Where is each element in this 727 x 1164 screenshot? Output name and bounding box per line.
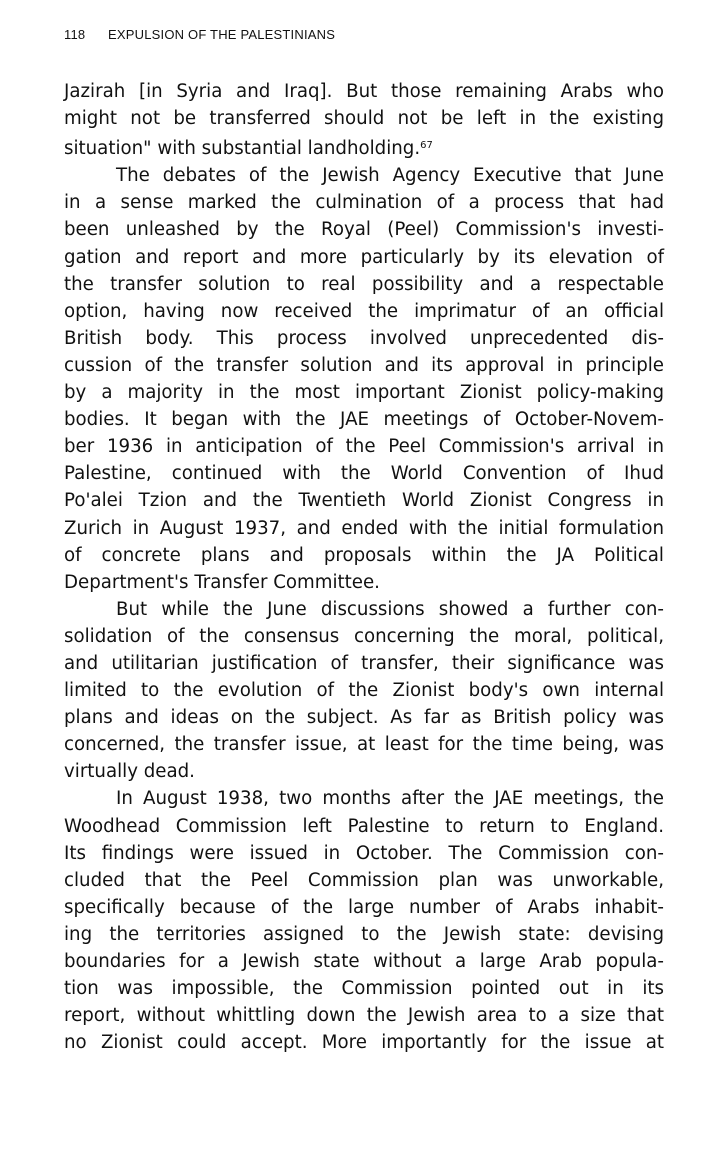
line-text: ber 1936 in anticipation of the Peel Commission's arrival in xyxy=(64,436,664,458)
text-line xyxy=(64,244,664,271)
text-line xyxy=(64,731,664,758)
line-text: the transfer solution to real possibility and a respectable xyxy=(64,273,664,295)
line-text: option, having now received the imprimatur of an official xyxy=(64,300,664,322)
text-line xyxy=(64,189,664,216)
line-text: gation and report and more particularly by its elevation of xyxy=(64,246,664,268)
text-line xyxy=(64,298,664,325)
line-text: Jazirah [in Syria and Iraq]. But those remaining Arabs who xyxy=(64,81,664,102)
text-line xyxy=(64,623,664,650)
text-line xyxy=(64,542,664,569)
line-text: no Zionist could accept. More importantly for the issue at xyxy=(64,1032,664,1054)
line-text: cluded that the Peel Commission plan was unworkable, xyxy=(64,869,664,891)
text-line xyxy=(64,379,664,406)
footnote-ref: 67 xyxy=(420,140,433,152)
line-text: In August 1938, two months after the JAE meetings, the xyxy=(116,788,664,810)
line-text: limited to the evolution of the Zionist body's own internal xyxy=(64,680,664,702)
text-line xyxy=(64,487,664,514)
running-header xyxy=(64,27,335,42)
line-text: virtually dead. xyxy=(64,761,195,783)
line-text: concerned, the transfer issue, at least for the time being, was xyxy=(64,734,664,756)
text-line xyxy=(64,132,664,162)
line-text: boundaries for a Jewish state without a large Arab popula- xyxy=(64,951,664,972)
text-line xyxy=(64,650,664,677)
line-text: Department's Transfer Committee. xyxy=(64,571,380,593)
line-text: might not be transferred should not be left in the existing xyxy=(64,108,664,130)
text-line xyxy=(64,515,664,542)
text-line xyxy=(64,406,664,433)
text-line xyxy=(64,569,664,596)
line-text: Palestine, continued with the World Convention of Ihud xyxy=(64,463,664,485)
line-text: bodies. It began with the JAE meetings of October-Novem- xyxy=(64,409,664,431)
text-line xyxy=(64,1002,664,1029)
text-line xyxy=(64,704,664,731)
line-text: report, without whittling down the Jewish area to a size that xyxy=(64,1005,664,1027)
line-text: But while the June discussions showed a further con- xyxy=(116,598,664,620)
text-line xyxy=(64,677,664,704)
text-line xyxy=(64,433,664,460)
text-line xyxy=(64,216,664,243)
line-text: plans and ideas on the subject. As far as British policy was xyxy=(64,707,664,729)
body-text xyxy=(64,78,664,1056)
line-text: Woodhead Commission left Palestine to return to England. xyxy=(64,815,664,837)
text-line xyxy=(64,460,664,487)
text-line xyxy=(64,948,664,975)
running-title: EXPULSION OF THE PALESTINIANS xyxy=(108,27,336,42)
line-text: and utilitarian justification of transfer, their significance was xyxy=(64,652,664,674)
text-line xyxy=(64,867,664,894)
text-line xyxy=(64,840,664,867)
text-line xyxy=(64,105,664,132)
text-line xyxy=(64,596,664,623)
line-text: been unleashed by the Royal (Peel) Commission's investi- xyxy=(64,219,664,241)
text-line xyxy=(64,813,664,840)
line-text: specifically because of the large number of Arabs inhabit- xyxy=(64,896,664,918)
line-text: solidation of the consensus concerning the moral, political, xyxy=(64,625,664,647)
text-line xyxy=(64,758,664,785)
line-text: Its findings were issued in October. The Commission con- xyxy=(64,842,664,864)
text-line xyxy=(64,894,664,921)
line-text: cussion of the transfer solution and its approval in principle xyxy=(64,354,664,376)
text-line xyxy=(64,78,664,105)
text-line xyxy=(64,325,664,352)
line-text: British body. This process involved unprecedented dis- xyxy=(64,327,664,349)
line-text: Po'alei Tzion and the Twentieth World Zionist Congress in xyxy=(64,490,664,512)
line-text: of concrete plans and proposals within the JA Political xyxy=(64,544,664,566)
page-number: 118 xyxy=(64,27,86,42)
text-line xyxy=(64,785,664,812)
text-line xyxy=(64,921,664,948)
text-line xyxy=(64,1029,664,1056)
line-text: ing the territories assigned to the Jewish state: devising xyxy=(64,923,664,945)
line-text: tion was impossible, the Commission pointed out in its xyxy=(64,978,664,1000)
text-line xyxy=(64,271,664,298)
text-line xyxy=(64,162,664,189)
text-line xyxy=(64,352,664,379)
line-text: situation" with substantial landholding. xyxy=(64,138,421,160)
line-text: by a majority in the most important Zionist policy-making xyxy=(64,382,664,404)
text-line xyxy=(64,975,664,1002)
line-text: in a sense marked the culmination of a process that had xyxy=(64,192,664,214)
line-text: Zurich in August 1937, and ended with the initial formulation xyxy=(64,517,664,539)
line-text: The debates of the Jewish Agency Executive that June xyxy=(116,165,664,187)
